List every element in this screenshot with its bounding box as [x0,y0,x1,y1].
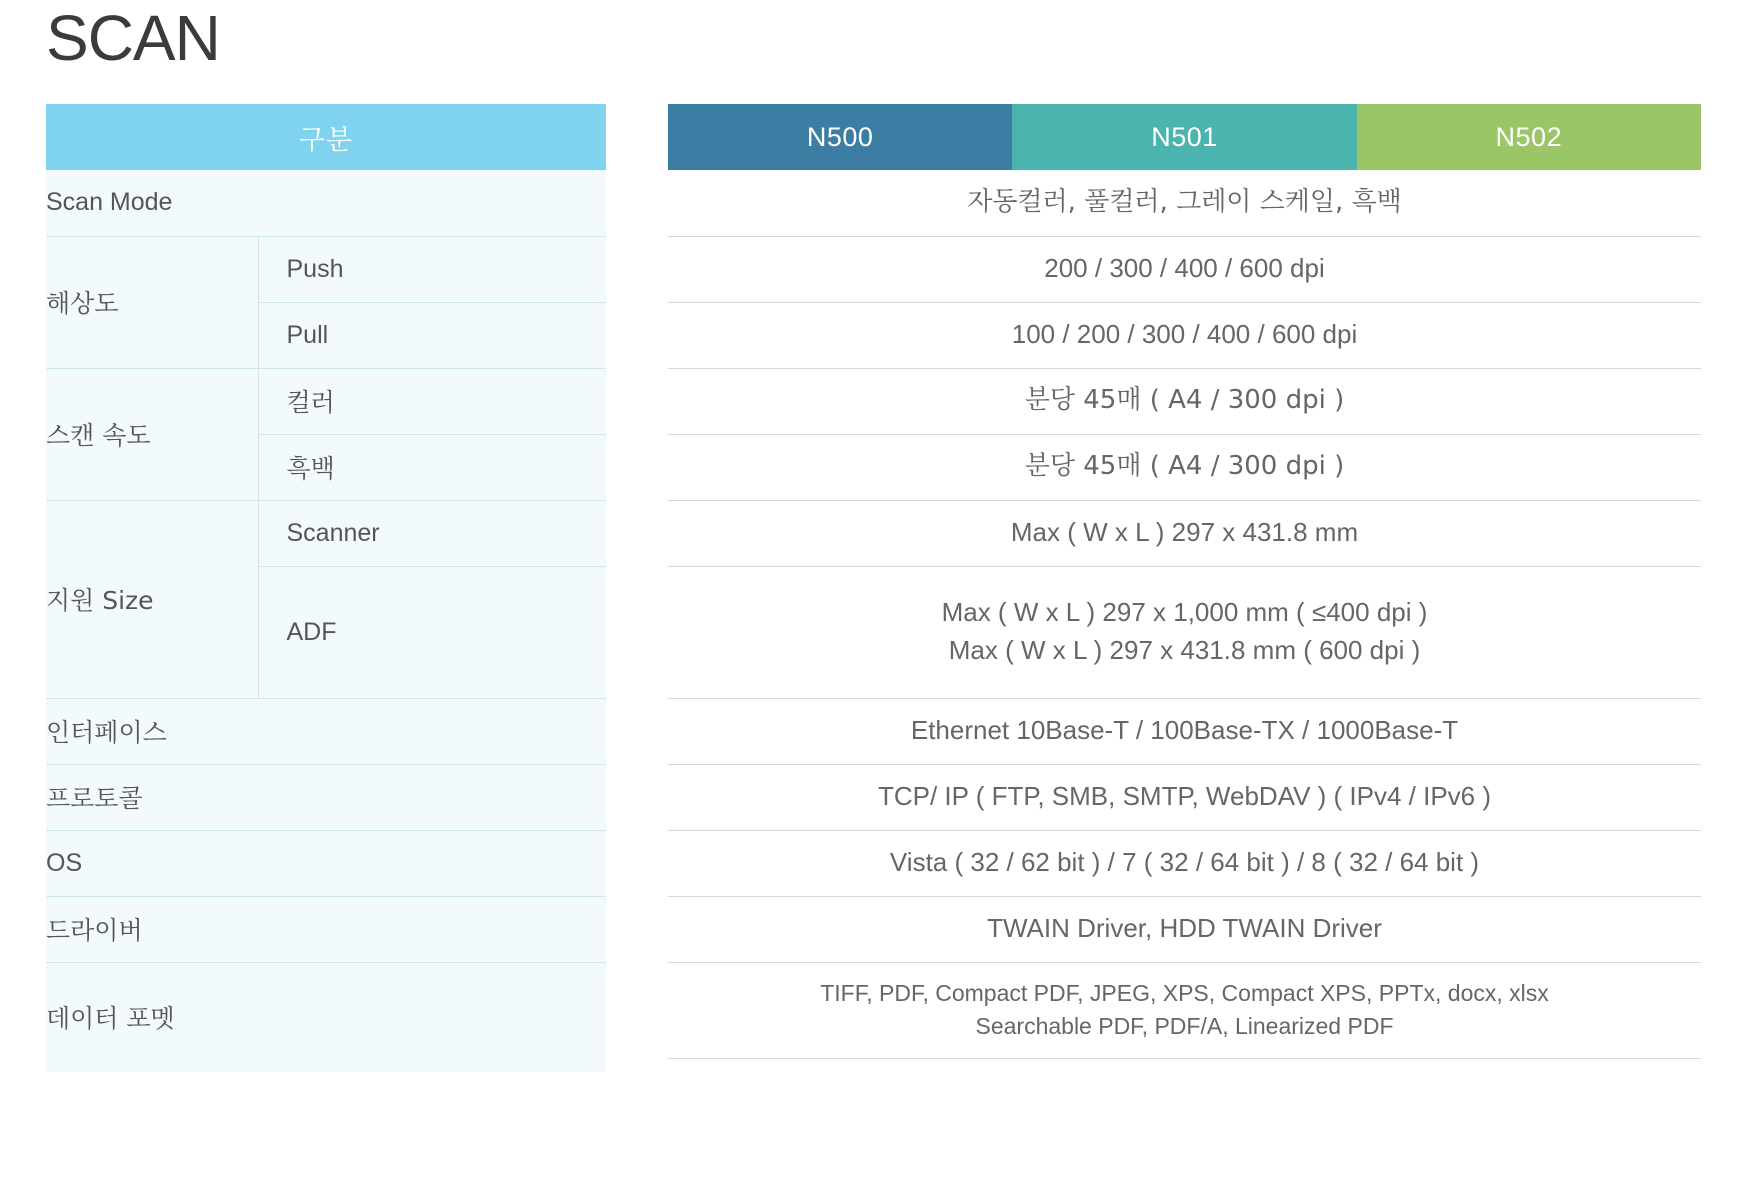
table-row [668,302,1701,368]
table-row [668,434,1701,500]
table-row [46,368,606,434]
value-driver: TWAIN Driver, HDD TWAIN Driver [668,896,1701,962]
value-data-format-line1: TIFF, PDF, Compact PDF, JPEG, XPS, Compact XPS, PPTx, docx, xlsx [820,979,1549,1006]
table-row [668,698,1701,764]
table-row [46,698,606,764]
row-label-data-format: 데이터 포멧 [46,1004,175,1034]
value-data-format-line2: Searchable PDF, PDF/A, Linearized PDF [975,1013,1394,1039]
model-header-row [668,104,1701,170]
table-row [668,170,1701,236]
value-interface: Ethernet 10Base-T / 100Base-TX / 1000Base-T [668,698,1701,764]
value-speed-color: 분당 45매 ( A4 / 300 dpi ) [668,368,1701,434]
table-row [46,764,606,830]
table-row [668,236,1701,302]
category-header-row [46,104,606,170]
row-label-os: OS [46,830,606,896]
table-row [46,500,606,566]
table-row [46,962,606,1072]
values-table [668,104,1701,1059]
row-sublabel-color: 컬러 [258,368,606,434]
table-row [668,962,1701,1058]
row-sublabel-pull: Pull [258,302,606,368]
row-label-interface: 인터페이스 [46,698,606,764]
page-title: SCAN [46,2,220,74]
value-size-adf-line1: Max ( W x L ) 297 x 1,000 mm ( ≤400 dpi ) [941,597,1428,628]
table-row [668,896,1701,962]
table-row [46,170,606,236]
value-size-adf [668,566,1701,698]
table-row [668,830,1701,896]
table-row [46,896,606,962]
model-header-n502: N502 [1357,104,1701,170]
model-header-n500: N500 [668,104,1012,170]
row-label-support-size: 지원 Size [46,500,258,698]
value-speed-mono: 분당 45매 ( A4 / 300 dpi ) [668,434,1701,500]
table-row [668,368,1701,434]
value-protocol: TCP/ IP ( FTP, SMB, SMTP, WebDAV ) ( IPv4 / IPv6 ) [668,764,1701,830]
row-label-resolution: 해상도 [46,236,258,368]
row-label-scan-mode: Scan Mode [46,170,606,236]
table-row [46,236,606,302]
row-sublabel-mono: 흑백 [258,434,606,500]
value-os: Vista ( 32 / 62 bit ) / 7 ( 32 / 64 bit ) / 8 ( 32 / 64 bit ) [668,830,1701,896]
value-scan-mode: 자동컬러, 풀컬러, 그레이 스케일, 흑백 [668,170,1701,236]
table-row [46,830,606,896]
row-label-protocol: 프로토콜 [46,764,606,830]
model-header-n501: N501 [1012,104,1356,170]
category-table [46,104,606,1072]
row-label-driver: 드라이버 [46,896,606,962]
row-sublabel-push: Push [258,236,606,302]
table-row [668,500,1701,566]
row-label-scan-speed: 스캔 속도 [46,368,258,500]
value-resolution-push: 200 / 300 / 400 / 600 dpi [668,236,1701,302]
value-resolution-pull: 100 / 200 / 300 / 400 / 600 dpi [668,302,1701,368]
value-size-adf-line2: Max ( W x L ) 297 x 431.8 mm ( 600 dpi ) [948,635,1421,665]
table-row [668,566,1701,698]
value-data-format [668,962,1701,1058]
table-row [668,764,1701,830]
category-header-cell: 구분 [46,104,606,170]
value-size-scanner: Max ( W x L ) 297 x 431.8 mm [668,500,1701,566]
row-sublabel-scanner: Scanner [258,500,606,566]
row-sublabel-adf: ADF [258,566,606,698]
spec-table-wrapper [46,104,1701,1072]
